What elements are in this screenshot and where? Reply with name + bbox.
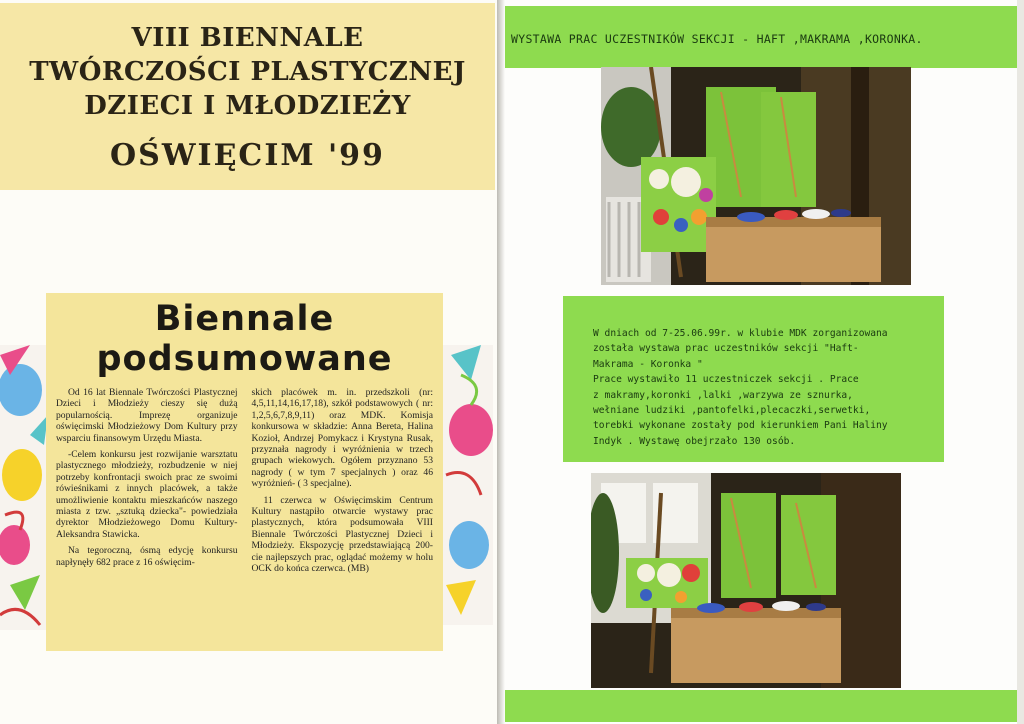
exhibition-caption-box	[563, 296, 944, 462]
confetti-decoration-right	[441, 345, 493, 625]
footer-bar	[505, 690, 1017, 722]
title-line-2: TWÓRCZOŚCI PLASTYCZNEJ	[29, 57, 466, 87]
title-line-1: VIII BIENNALE	[131, 23, 364, 53]
title-block	[0, 3, 495, 190]
header-text: WYSTAWA PRAC UCZESTNIKÓW SEKCJI - HAFT ,MAKRAMA ,KORONKA.	[511, 32, 923, 46]
exhibition-photo-1	[601, 67, 911, 285]
confetti-decoration-left	[0, 345, 48, 630]
clipping-paragraph: -Celem konkursu jest rozwijanie warsztatu plastycznego młodzieży, rozbudzenie w niej potrzeby konfrontacji swoich prac ze swoimi rówieśnikami z innych placówek, a także umożliwienie kontaktu mieszkańców naszego miasta z tzw. „sztuką dziecka"- powiedziała dyrektor Młodzieżowego Domu Kultury- Aleksandra Stawicka.	[56, 449, 238, 540]
clipping-headline-1: Biennale	[154, 299, 335, 339]
header-bar	[505, 6, 1017, 68]
exhibition-caption: W dniach od 7-25.06.99r. w klubie MDK zorganizowana została wystawa prac uczestników sekcji "Haft- Makrama - Koronka " Prace wystawiło 11 uczestniczek sekcji . Prace z makramy,koronki ,lalki ,warzywa ze sznurka, wełniane ludziki ,pantofelki,plecaczki,serwetki, torebki wykonane zostały pod kierunkiem Pani Haliny Indyk . Wystawę obejrzało 130 osób.	[593, 328, 888, 447]
title-line-3: DZIECI I MŁODZIEŻY	[84, 91, 411, 121]
clipping-column-2	[252, 387, 434, 580]
right-page	[497, 0, 1024, 724]
clipping-paragraph: Na tegoroczną, ósmą edycję konkursu napłynęły 682 prace z 16 oświęcim-	[56, 545, 238, 568]
clipping-paragraph: 11 czerwca w Oświęcimskim Centrum Kultury nastąpiło otwarcie wystawy prac plastycznych, która podsumowała VIII Biennale Twórczości Plastycznej Dzieci i Młodzieży. Ekspozycję przedstawiającą 200-cie najlepszych prac, oglądać możemy w holu OCK do końca czerwca. (MB)	[251, 494, 433, 575]
exhibition-photo-2	[591, 473, 901, 688]
newspaper-clipping	[46, 293, 443, 651]
page-gutter	[497, 0, 505, 724]
clipping-columns	[56, 387, 433, 580]
title-city: OŚWIĘCIM '99	[110, 138, 385, 173]
clipping-column-1	[56, 387, 238, 580]
clipping-paragraph: skich placówek m. in. przedszkoli (nr: 4,5,11,14,16,17,18), szkół podstawowych ( nr: 1,2,5,6,7,8,9,11) oraz MDK. Komisja konkursowa w składzie: Anna Bereta, Halina Kozioł, Andrzej Pomykacz i Krystyna Rusak, przyznała nagrody i wyróżnienia w trzech grupach wiekowych. Ogółem przyznano 53 nagrody ( w tym 7 specjalnych ) oraz 46 wyróżnień- ( 3 specjalne).	[251, 387, 433, 490]
page-edge	[1017, 0, 1024, 724]
clipping-paragraph: Od 16 lat Biennale Twórczości Plastycznej Dzieci i Młodzieży cieszy się dużą popularnością. Imprezę organizuje oświęcimski Młodzieżowy Dom Kultury przy wsparciu finansowym Urzędu Miasta.	[56, 387, 238, 444]
clipping-headline-2: podsumowane	[96, 339, 393, 379]
left-page	[0, 0, 497, 724]
